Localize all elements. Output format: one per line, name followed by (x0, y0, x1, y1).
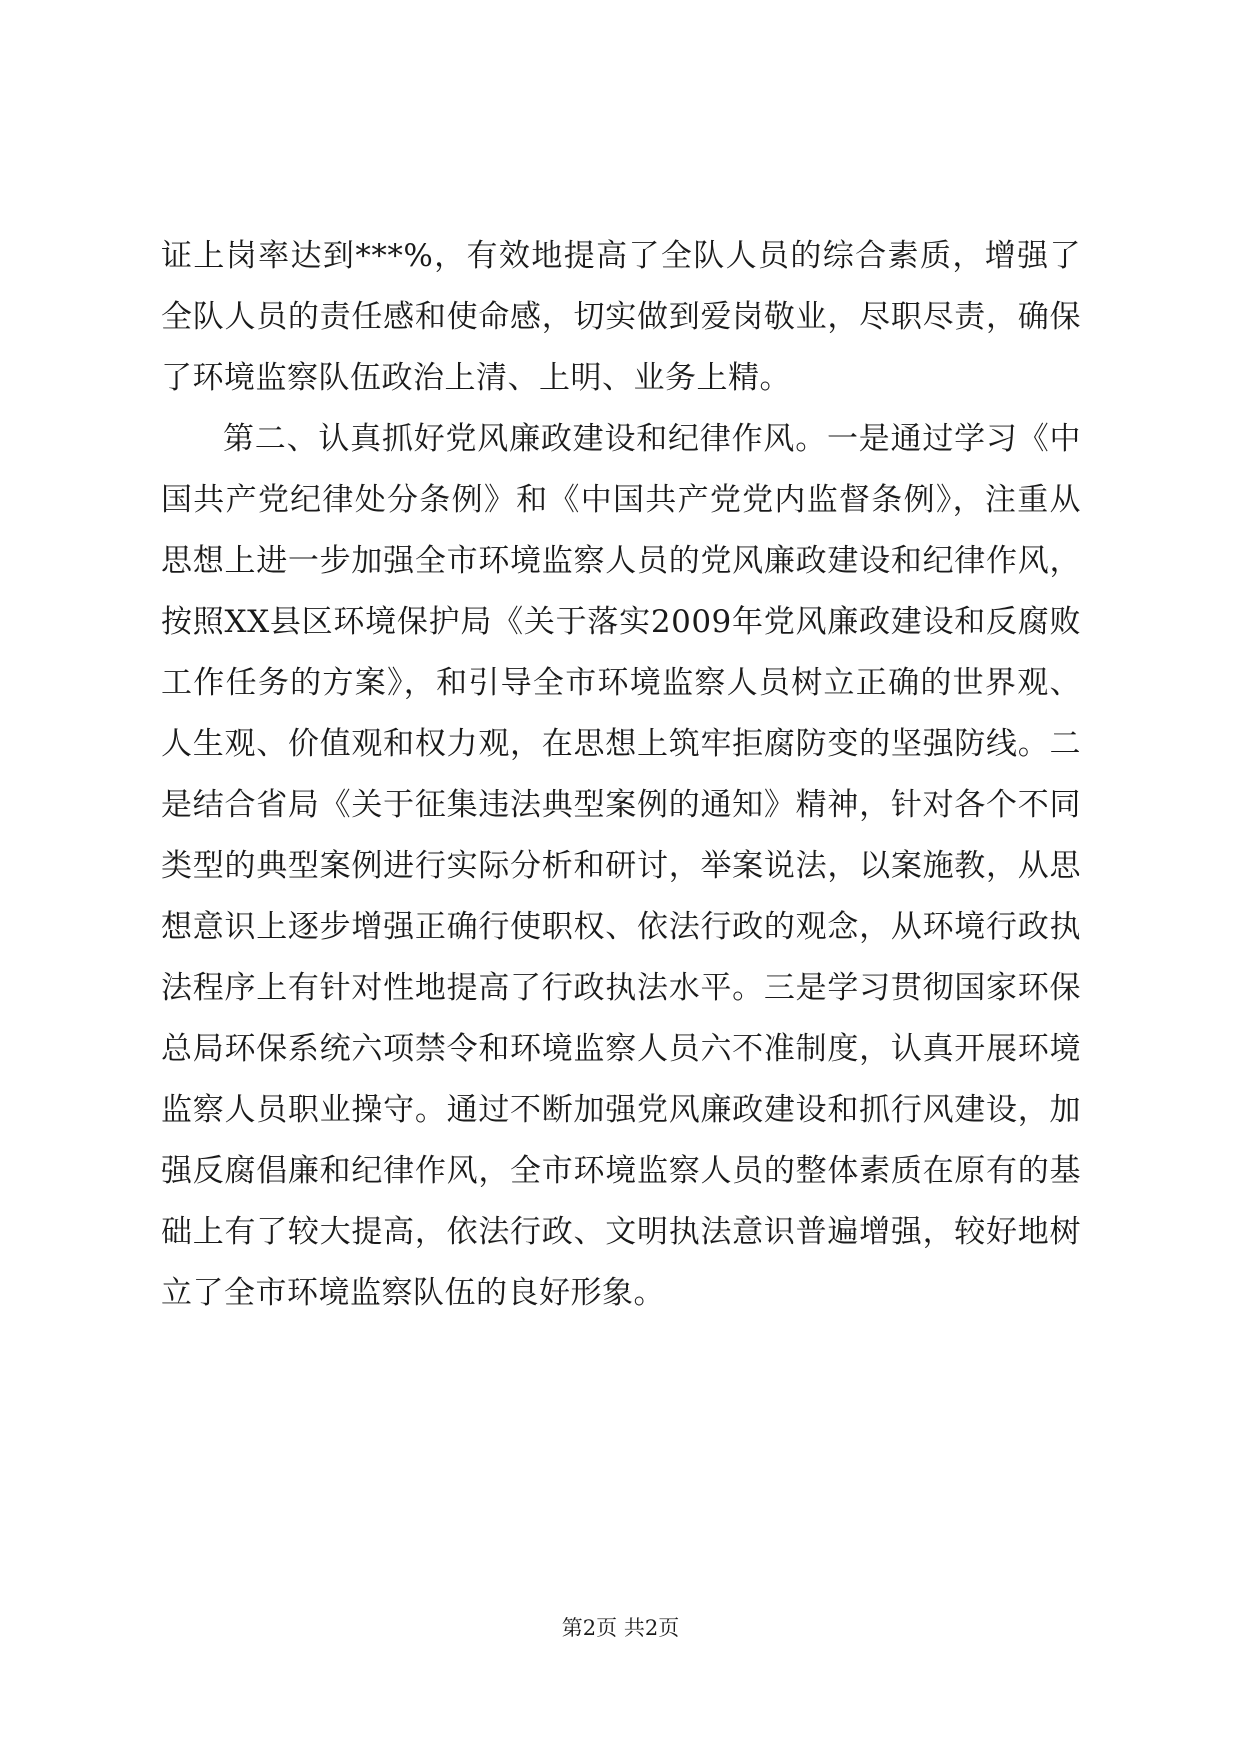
paragraph-continuation: 证上岗率达到***%，有效地提高了全队人员的综合素质，增强了全队人员的责任感和使命感，切实做到爱岗敬业，尽职尽责，确保了环境监察队伍政治上清、上明、业务上精。 (161, 238, 1081, 396)
document-body (161, 226, 1081, 1324)
paragraph-party-discipline: 第二、认真抓好党风廉政建设和纪律作风。一是通过学习《中国共产党纪律处分条例》和《中国共产党党内监督条例》，注重从思想上进一步加强全市环境监察人员的党风廉政建设和纪律作风，按照XX县区环境保护局《关于落实2009年党风廉政建设和反腐败工作任务的方案》，和引导全市环境监察人员树立正确的世界观、人生观、价值观和权力观，在思想上筑牢拒腐防变的坚强防线。二是结合省局《关于征集违法典型案例的通知》精神，针对各个不同类型的典型案例进行实际分析和研讨，举案说法，以案施教，从思想意识上逐步增强正确行使职权、依法行政的观念，从环境行政执法程序上有针对性地提高了行政执法水平。三是学习贯彻国家环保总局环保系统六项禁令和环境监察人员六不准制度，认真开展环境监察人员职业操守。通过不断加强党风廉政建设和抓行风建设，加强反腐倡廉和纪律作风，全市环境监察人员的整体素质在原有的基础上有了较大提高，依法行政、文明执法意识普遍增强，较好地树立了全市环境监察队伍的良好形象。 (161, 421, 1081, 1311)
page-number-footer: 第2页 共2页 (561, 1616, 680, 1640)
